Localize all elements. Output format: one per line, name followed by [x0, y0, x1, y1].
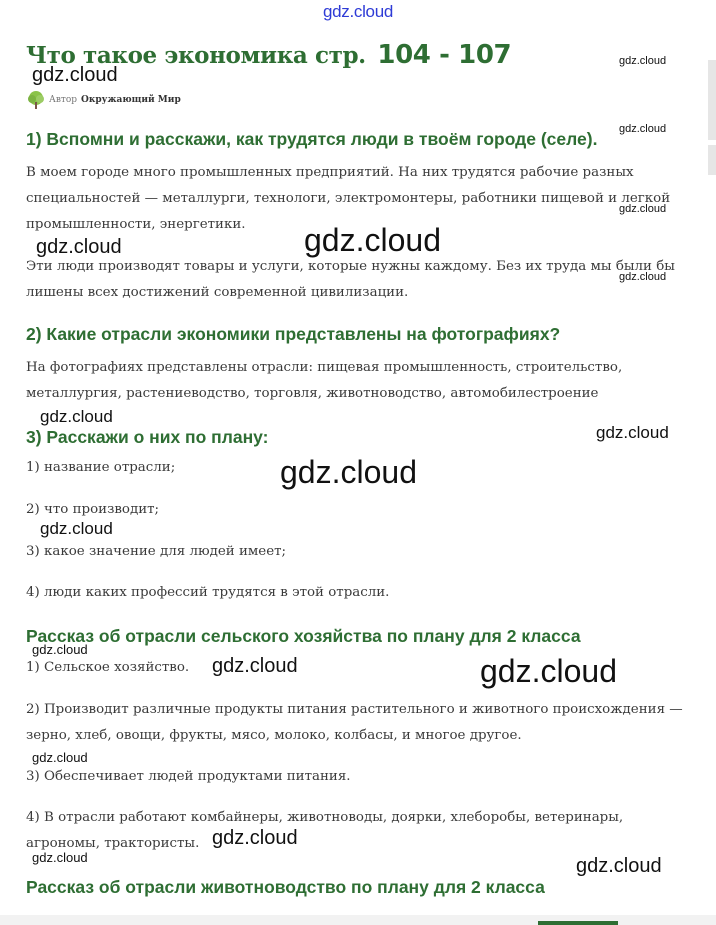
- watermark: gdz.cloud: [619, 203, 667, 215]
- watermark: gdz.cloud: [212, 827, 298, 849]
- watermark: gdz.cloud: [619, 271, 667, 283]
- heading-q3: 3) Расскажи о них по плану:: [26, 427, 269, 447]
- q2-paragraph-1: На фотографиях представлены отрасли: пищевая промышленность, строительство, металлургия, растениеводство, торговля, животноводство, автомобилестроение: [26, 360, 623, 401]
- heading-agriculture: Рассказ об отрасли сельского хозяйства по плану для 2 класса: [26, 626, 581, 646]
- title-text: Что такое экономика стр.: [26, 42, 366, 69]
- q3-item-1: 1) название отрасли;: [26, 460, 176, 475]
- watermark: gdz.cloud: [619, 55, 667, 67]
- q1-paragraph-1: В моем городе много промышленных предприятий. На них трудятся рабочие разных специальностей — металлурги, технологи, электромонтеры, работники пищевой и легкой промышленности, энергетики.: [26, 165, 671, 232]
- watermark: gdz.cloud: [304, 222, 441, 258]
- watermark: gdz.cloud: [36, 236, 122, 258]
- watermark: gdz.cloud: [576, 855, 662, 877]
- side-scroll-edge[interactable]: [708, 60, 716, 140]
- q3-item-4: 4) люди каких профессий трудятся в этой отрасли.: [26, 585, 390, 600]
- watermark: gdz.cloud: [32, 850, 88, 865]
- agri-item-2: 2) Производит различные продукты питания растительного и животного происхождения — зерно, хлеб, овощи, фрукты, мясо, молоко, колбасы, и многое другое.: [26, 702, 683, 743]
- bottom-accent: [538, 921, 618, 925]
- author-line: [26, 90, 181, 110]
- q3-item-2: 2) что производит;: [26, 502, 160, 517]
- watermark: gdz.cloud: [596, 423, 669, 442]
- agri-item-4: 4) В отрасли работают комбайнеры, животноводы, доярки, хлеборобы, ветеринары, агрономы, трактористы.: [26, 810, 624, 851]
- heading-livestock: Рассказ об отрасли животноводство по плану для 2 класса: [26, 877, 545, 897]
- author-label: Автор: [49, 95, 78, 105]
- watermark: gdz.cloud: [32, 64, 118, 86]
- title-pages: 104 - 107: [377, 40, 512, 70]
- watermark: gdz.cloud: [32, 750, 88, 765]
- top-watermark: gdz.cloud: [322, 2, 394, 21]
- watermark: gdz.cloud: [480, 653, 617, 689]
- agri-item-1: 1) Сельское хозяйство.: [26, 660, 190, 675]
- agri-item-3: 3) Обеспечивает людей продуктами питания.: [26, 769, 351, 784]
- q3-item-3: 3) какое значение для людей имеет;: [26, 544, 287, 559]
- q1-paragraph-2: Эти люди производят товары и услуги, которые нужны каждому. Без их труда мы были бы лишены всех достижений современной цивилизации.: [26, 259, 675, 300]
- watermark: gdz.cloud: [40, 407, 113, 426]
- tree-icon: [26, 90, 46, 110]
- watermark: gdz.cloud: [40, 519, 113, 538]
- watermark: gdz.cloud: [280, 454, 417, 490]
- watermark: gdz.cloud: [212, 655, 298, 677]
- heading-q2: 2) Какие отрасли экономики представлены на фотографиях?: [26, 324, 561, 344]
- watermark: gdz.cloud: [32, 642, 88, 657]
- side-scroll-edge[interactable]: [708, 145, 716, 175]
- heading-q1: 1) Вспомни и расскажи, как трудятся люди в твоём городе (селе).: [26, 129, 598, 149]
- watermark: gdz.cloud: [619, 123, 667, 135]
- author-link[interactable]: Окружающий Мир: [81, 95, 181, 105]
